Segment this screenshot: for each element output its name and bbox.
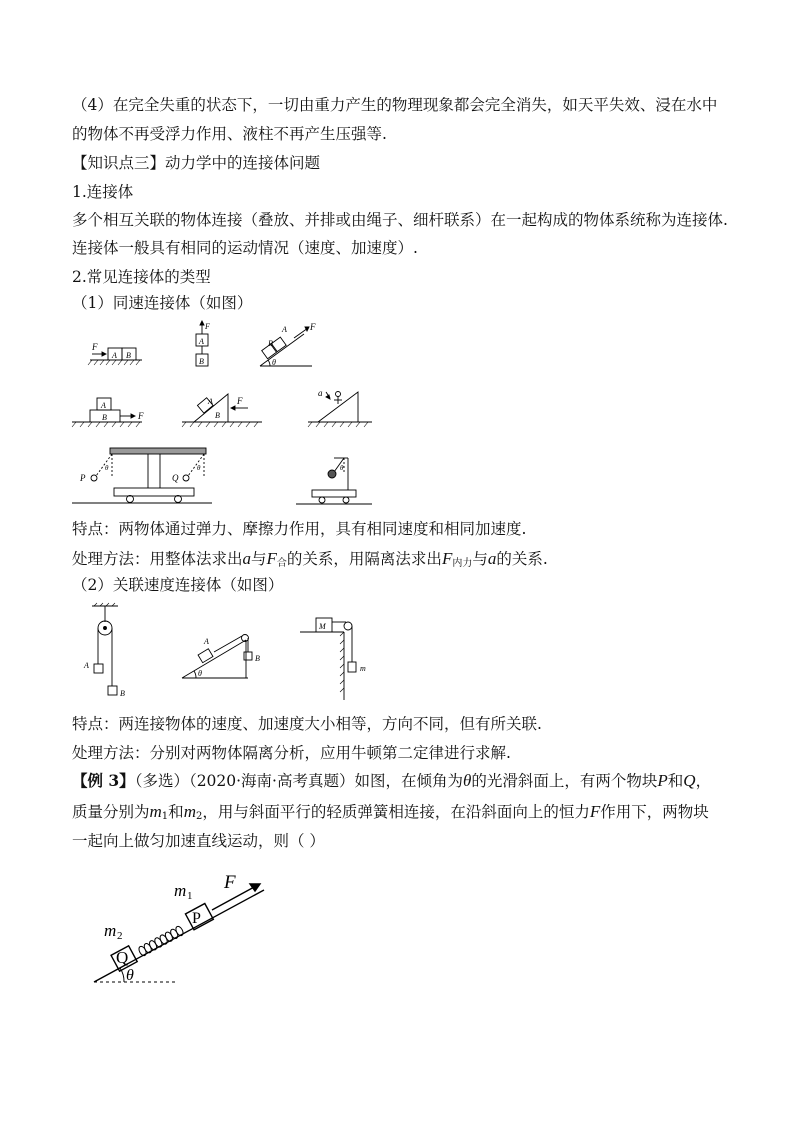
example-text: 作用下，两物块	[600, 803, 709, 821]
fig5-label-B: B	[215, 411, 220, 420]
subscript: 2	[195, 811, 203, 822]
kp3-t2-feature: 特点：两连接物体的速度、加速度大小相等，方向不同，但有所关联.	[72, 715, 542, 733]
var-a: a	[242, 549, 252, 568]
var-m1: m	[149, 802, 162, 821]
ex3-label-Q: Q	[116, 948, 129, 967]
example-tag: 【例 3】	[72, 771, 135, 790]
fig7-label-Q: Q	[172, 473, 179, 483]
fig-stacked-blocks	[72, 398, 142, 427]
fig-cart-pendulums	[72, 448, 212, 503]
var-P: P	[657, 771, 668, 790]
fig4-label-A: A	[101, 401, 106, 410]
kp3-s1-title: 1.连接体	[72, 183, 134, 201]
example3-figure	[88, 866, 288, 991]
example3-line1	[72, 771, 711, 791]
fig-wedge	[182, 394, 262, 427]
kp3-s1-line1: 多个相互关联的物体连接（叠放、并排或由绳子、细杆联系）在一起构成的物体系统称为连接体.	[72, 211, 728, 229]
para4-line2: 的物体不再受浮力作用、液柱不再产生压强等.	[72, 125, 387, 143]
ex3-label-theta: θ	[126, 967, 134, 984]
method-text: 处理方法：用整体法求出	[72, 550, 243, 568]
same-velocity-figures	[72, 318, 552, 508]
fig4-label-F: F	[138, 411, 144, 421]
method-text: 与	[472, 550, 488, 568]
var-theta: θ	[463, 771, 472, 790]
kp3-t1-title: （1）同速连接体（如图）	[72, 294, 253, 312]
fig2-label-F: F	[205, 322, 210, 331]
var-a: a	[487, 549, 497, 568]
pulley-label-B: B	[120, 689, 125, 698]
ex3-label-m1-sub: 1	[187, 890, 193, 902]
table-label-M: M	[319, 622, 326, 631]
example-text: 和	[168, 803, 184, 821]
var-F: F	[589, 802, 601, 821]
var-F: F	[266, 549, 277, 568]
fig3-label-theta: θ	[272, 358, 276, 367]
fig7-label-P: P	[80, 473, 86, 483]
pulley-label-A: A	[84, 661, 89, 670]
subscript: 1	[161, 811, 169, 822]
ex3-label-m2: m	[104, 921, 117, 940]
kp3-t1-feature: 特点：两物体通过弹力、摩擦力作用，具有相同速度和相同加速度.	[72, 520, 527, 538]
incline-label-B: B	[255, 654, 260, 663]
ex3-label-m2-sub: 2	[117, 930, 123, 942]
example-text: 和	[667, 772, 684, 790]
incline-label-theta: θ	[198, 669, 202, 678]
ex3-label-F: F	[224, 872, 236, 893]
fig-incline-pulley	[182, 635, 252, 679]
fig5-label-A: A	[208, 397, 213, 406]
related-velocity-figures	[84, 604, 388, 704]
subscript: 合	[276, 558, 287, 569]
kp3-t2-title: （2）关联速度连接体（如图）	[72, 576, 284, 594]
fig-cart-ball	[296, 458, 372, 504]
method-text: 的关系，用隔离法求出	[286, 550, 442, 568]
kp3-t2-method: 处理方法：分别对两物体隔离分析，应用牛顿第二定律进行求解.	[72, 744, 511, 762]
fig8-label-theta: θ	[340, 464, 344, 472]
fig-hanging-pulley	[92, 603, 118, 695]
fig2-label-B: B	[199, 357, 204, 366]
fig3-label-B: B	[268, 339, 273, 348]
incline-label-A: A	[204, 637, 209, 646]
example-text: 质量分别为	[72, 803, 150, 821]
fig-table-pulley	[300, 618, 356, 700]
ex3-label-P: P	[192, 910, 201, 927]
fig4-label-B: B	[102, 413, 107, 422]
fig1-label-F: F	[92, 342, 98, 352]
example-text: （多选）（2020·海南·高考真题）如图，在倾角为	[134, 772, 463, 790]
var-Q: Q	[683, 771, 696, 790]
example-text: ，	[695, 772, 712, 790]
fig3-label-F: F	[310, 322, 316, 332]
fig2-label-A: A	[199, 337, 204, 346]
ex3-label-m1: m	[174, 881, 187, 900]
example-text: ，用与斜面平行的轻质弹簧相连接，在沿斜面向上的恒力	[202, 803, 590, 821]
kp3-t1-method	[72, 549, 548, 574]
example3-line2	[72, 802, 709, 827]
fig6-label-a: a	[318, 388, 323, 398]
fig5-label-F: F	[237, 396, 243, 406]
fig7-label-theta1: θ	[105, 464, 109, 472]
fig3-label-A: A	[282, 325, 287, 334]
fig7-label-theta2: θ	[197, 464, 201, 472]
var-m2: m	[183, 802, 196, 821]
subscript: 内力	[452, 558, 473, 569]
var-F: F	[441, 549, 453, 568]
kp3-title: 【知识点三】动力学中的连接体问题	[72, 154, 321, 172]
example-text: 的光滑斜面上，有两个物块	[471, 772, 658, 790]
table-label-m: m	[360, 664, 366, 673]
fig1-label-B: B	[126, 351, 131, 360]
kp3-s2-title: 2.常见连接体的类型	[72, 268, 211, 286]
example3-line3: 一起向上做匀加速直线运动，则（ ）	[72, 832, 325, 850]
method-text: 的关系.	[496, 550, 548, 568]
fig1-label-A: A	[112, 351, 117, 360]
para4-line1: （4）在完全失重的状态下，一切由重力产生的物理现象都会完全消失，如天平失效、浸在水中	[72, 96, 718, 114]
method-text: 与	[251, 550, 267, 568]
kp3-s1-line2: 连接体一般具有相同的运动情况（速度、加速度）.	[72, 239, 418, 257]
